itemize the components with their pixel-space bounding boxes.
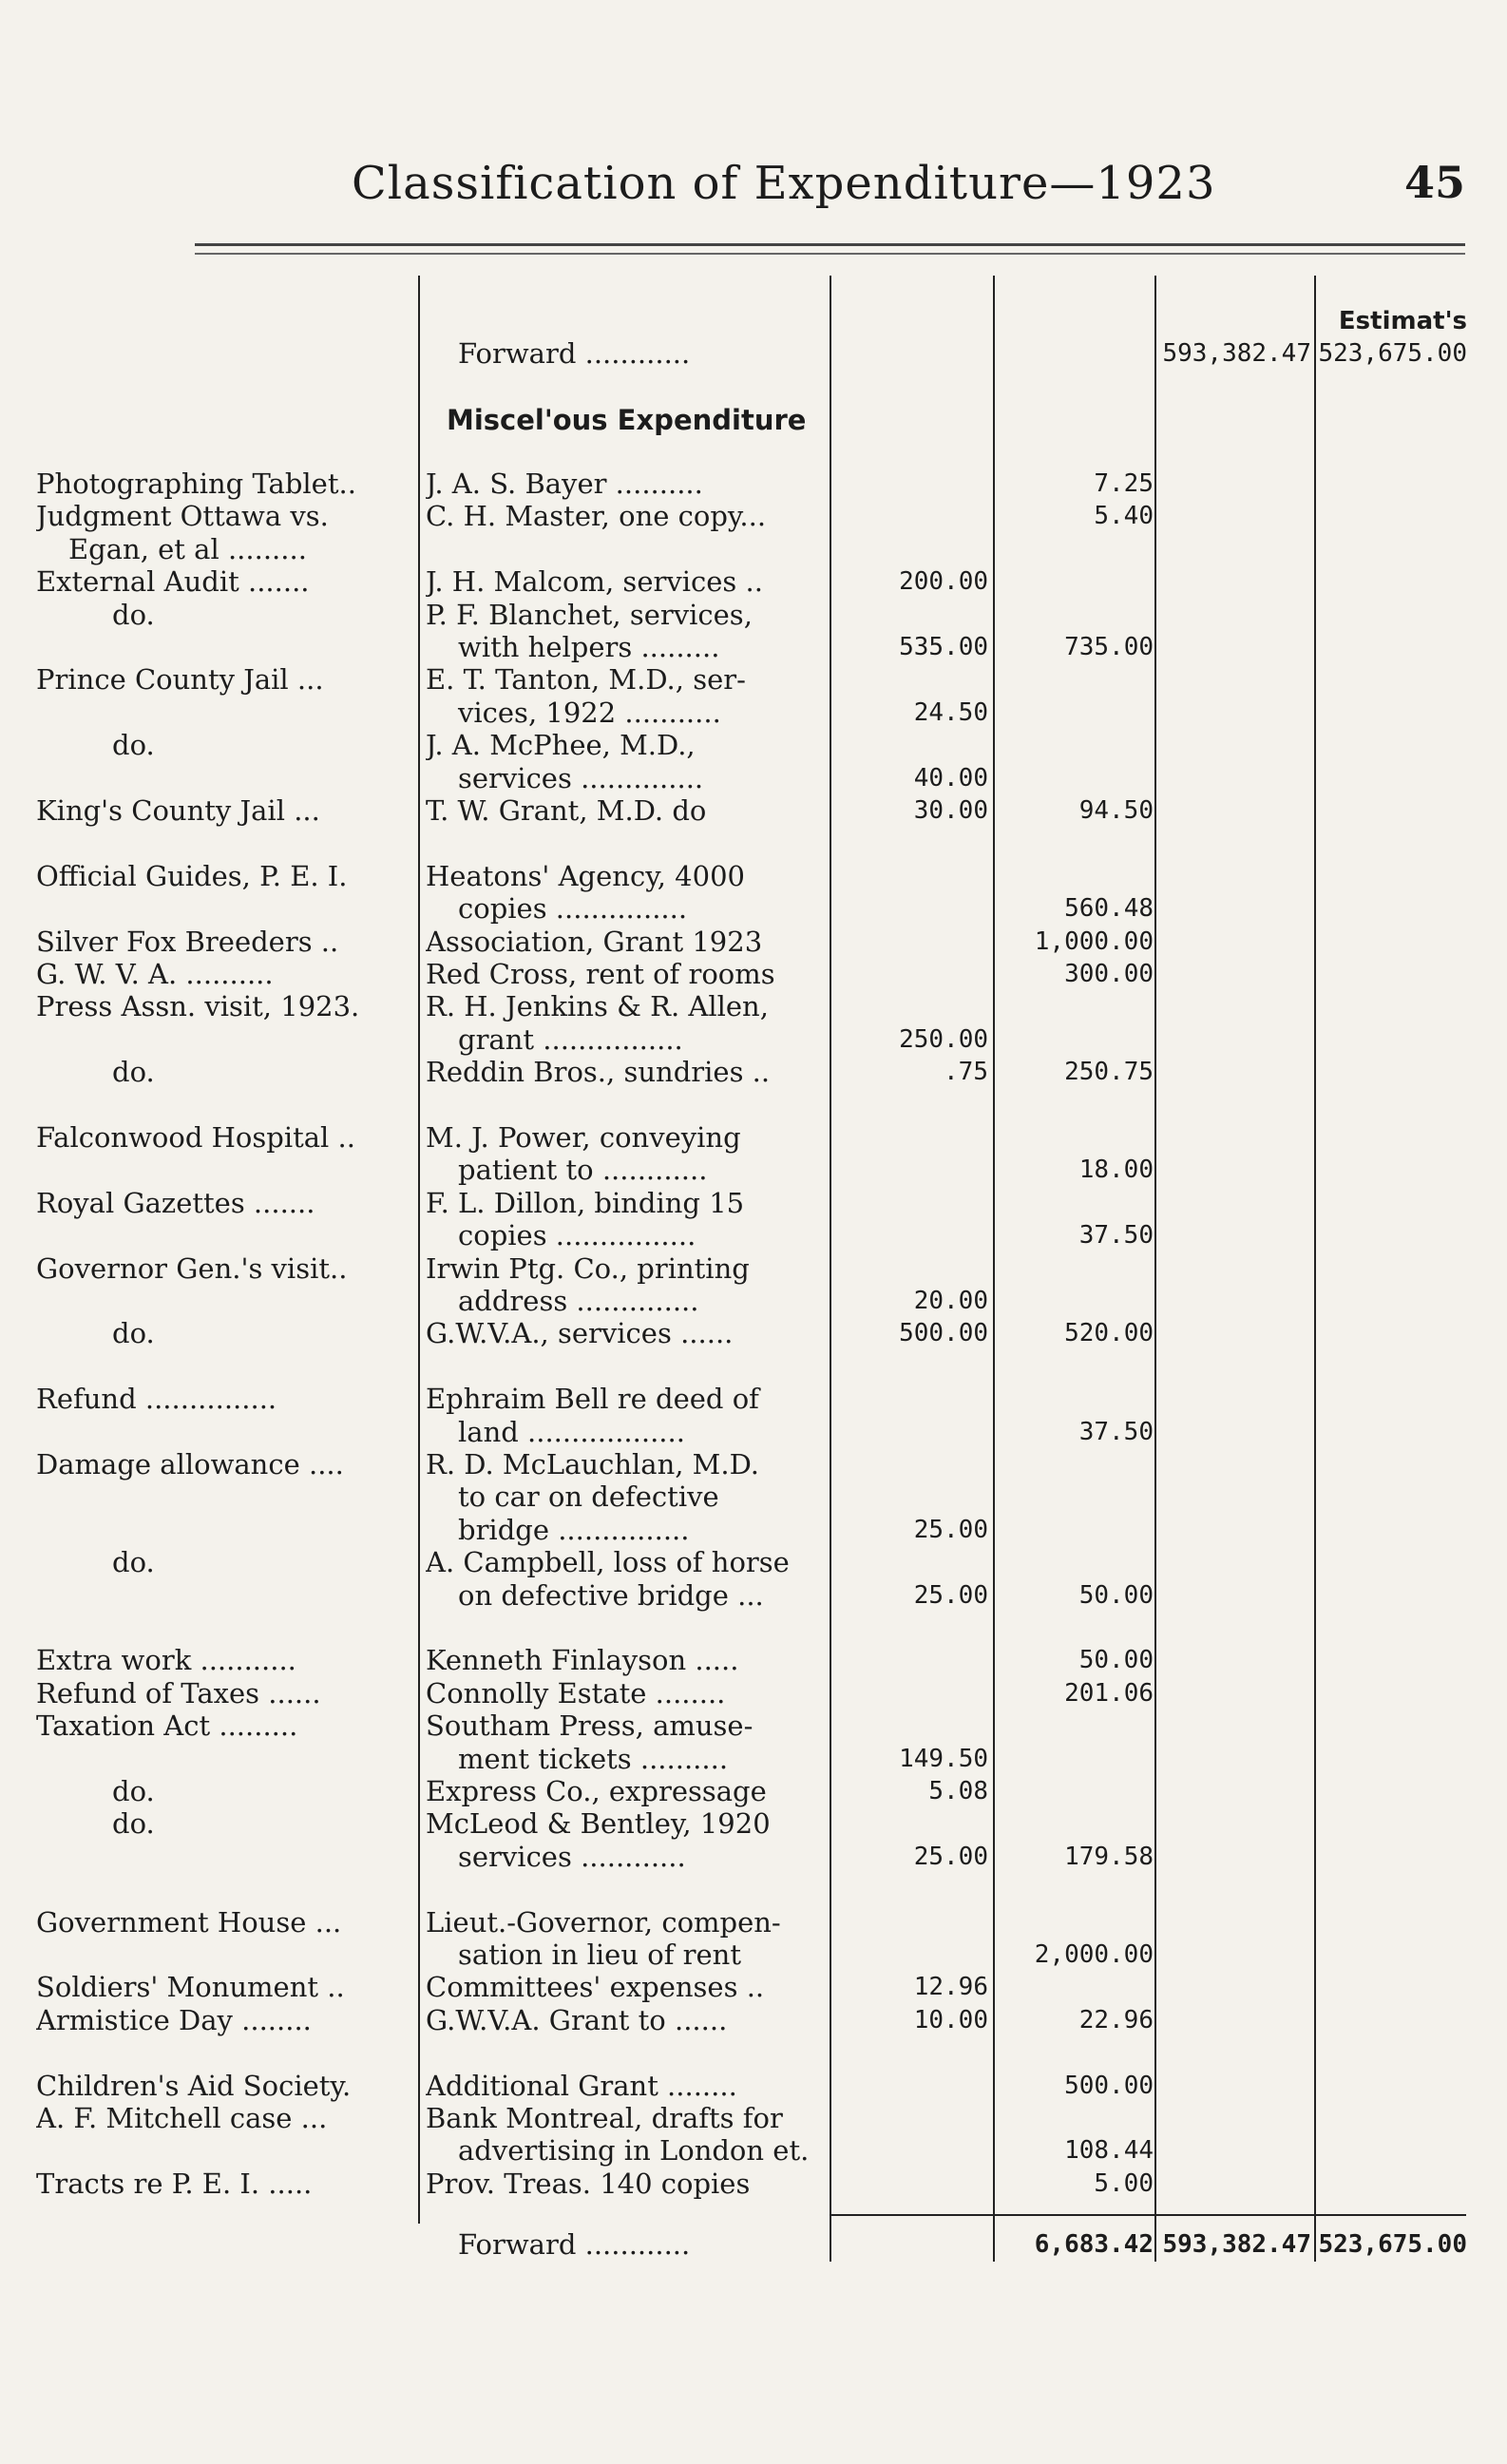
row-payee: services ..............: [458, 762, 704, 794]
table-row: [0, 1056, 1507, 1088]
row-payee: Ephraim Bell re deed of: [426, 1383, 759, 1415]
row-category: G. W. V. A. ..........: [36, 958, 274, 990]
row-amount: 40.00: [913, 764, 988, 793]
row-category: Soldiers' Monument ..: [36, 1971, 345, 2003]
row-payee: Lieut.-Governor, compen-: [426, 1906, 781, 1939]
table-row: [0, 1187, 1507, 1219]
row-payee: R. D. McLauchlan, M.D.: [426, 1448, 760, 1480]
row-payee: bridge ...............: [458, 1514, 690, 1546]
table-row: [0, 1317, 1507, 1349]
row-payee: address ..............: [458, 1285, 699, 1317]
forward-estimate: 523,675.00: [1318, 339, 1467, 368]
row-category: Judgment Ottawa vs.: [36, 500, 329, 532]
row-category: Taxation Act .........: [36, 1710, 298, 1742]
row-amount: 20.00: [913, 1287, 988, 1315]
table-row: [0, 1939, 1507, 1971]
table-row: [0, 892, 1507, 925]
row-payee: J. H. Malcom, services ..: [426, 565, 763, 598]
forward-top-row: [0, 337, 1507, 370]
table-row: [0, 729, 1507, 761]
row-category: Armistice Day ........: [36, 2004, 312, 2036]
table-row: [0, 1154, 1507, 1186]
row-payee: Prov. Treas. 140 copies: [426, 2168, 751, 2200]
row-payee: Connolly Estate ........: [426, 1677, 726, 1710]
row-amount: 149.50: [899, 1745, 988, 1773]
row-subtotal: 520.00: [1064, 1319, 1154, 1347]
row-amount: 250.00: [899, 1025, 988, 1054]
row-category: Tracts re P. E. I. .....: [36, 2168, 313, 2200]
table-row: [0, 2036, 1507, 2069]
table-row: [0, 1285, 1507, 1317]
row-payee: to car on defective: [458, 1480, 719, 1513]
row-payee: Association, Grant 1923: [426, 926, 763, 958]
table-row: [0, 1350, 1507, 1383]
table-row: [0, 1807, 1507, 1840]
table-row: [0, 1252, 1507, 1285]
row-payee: McLeod & Bentley, 1920: [426, 1807, 771, 1840]
row-category: do.: [112, 1317, 155, 1349]
row-category: do.: [112, 1546, 155, 1578]
table-row: [0, 2134, 1507, 2167]
table-row: [0, 1546, 1507, 1578]
row-category: A. F. Mitchell case ...: [36, 2102, 328, 2134]
table-row: [0, 1121, 1507, 1154]
row-payee: G.W.V.A. Grant to ......: [426, 2004, 728, 2036]
row-payee: Heatons' Agency, 4000: [426, 860, 745, 892]
row-category: King's County Jail ...: [36, 794, 320, 827]
row-payee: J. A. S. Bayer ..........: [426, 468, 703, 500]
row-subtotal: 179.58: [1064, 1843, 1154, 1871]
row-category: Governor Gen.'s visit..: [36, 1252, 348, 1285]
row-subtotal: 5.40: [1094, 502, 1154, 530]
table-row: [0, 1448, 1507, 1480]
row-subtotal: 300.00: [1064, 960, 1154, 988]
row-payee: A. Campbell, loss of horse: [426, 1546, 790, 1578]
row-category: External Audit .......: [36, 565, 310, 598]
row-payee: Additional Grant ........: [426, 2070, 737, 2102]
forward-bottom-total: 593,382.47: [1162, 2230, 1311, 2259]
row-payee: P. F. Blanchet, services,: [426, 599, 753, 631]
table-row: [0, 2004, 1507, 2036]
row-payee: C. H. Master, one copy...: [426, 500, 767, 532]
row-subtotal: 5.00: [1094, 2169, 1154, 2198]
row-payee: advertising in London et.: [458, 2134, 810, 2167]
table-row: [0, 827, 1507, 859]
row-amount: 5.08: [928, 1777, 988, 1805]
table-row: [0, 1743, 1507, 1775]
table-row: [0, 1644, 1507, 1676]
row-payee: land ..................: [458, 1416, 685, 1448]
forward-label: Forward ............: [458, 337, 691, 370]
row-payee: Irwin Ptg. Co., printing: [426, 1252, 750, 1285]
row-category: Royal Gazettes .......: [36, 1187, 315, 1219]
row-subtotal: 50.00: [1078, 1646, 1154, 1674]
row-payee: F. L. Dillon, binding 15: [426, 1187, 745, 1219]
table-row: [0, 631, 1507, 663]
table-row: [0, 599, 1507, 631]
row-category: Silver Fox Breeders ..: [36, 926, 339, 958]
table-row: [0, 990, 1507, 1022]
row-payee: Committees' expenses ..: [426, 1971, 765, 2003]
row-payee: vices, 1922 ...........: [458, 697, 721, 729]
row-amount: 25.00: [913, 1581, 988, 1610]
table-row: [0, 565, 1507, 598]
row-subtotal: 37.50: [1078, 1418, 1154, 1446]
row-category: Damage allowance ....: [36, 1448, 344, 1480]
page-title: Classification of Expenditure—1923: [352, 157, 1216, 210]
table-row: [0, 1383, 1507, 1415]
header-rule-secondary: [195, 253, 1465, 255]
table-row: [0, 762, 1507, 794]
table-row: [0, 958, 1507, 990]
row-payee: with helpers .........: [458, 631, 720, 663]
table-row: [0, 533, 1507, 565]
table-row: [0, 1480, 1507, 1513]
row-category: Children's Aid Society.: [36, 2070, 352, 2102]
row-category: do.: [112, 1807, 155, 1840]
table-row: [0, 1023, 1507, 1056]
row-payee: sation in lieu of rent: [458, 1939, 742, 1971]
row-category: Falconwood Hospital ..: [36, 1121, 355, 1154]
row-amount: 24.50: [913, 698, 988, 727]
row-amount: 12.96: [913, 1973, 988, 2001]
row-amount: 535.00: [899, 633, 988, 661]
table-row: [0, 2102, 1507, 2134]
row-payee: E. T. Tanton, M.D., ser-: [426, 663, 746, 696]
row-category: Photographing Tablet..: [36, 468, 356, 500]
row-subtotal: 735.00: [1064, 633, 1154, 661]
row-payee: Red Cross, rent of rooms: [426, 958, 775, 990]
page-number: 45: [1403, 157, 1465, 208]
row-category: Government House ...: [36, 1906, 342, 1939]
forward-total: 593,382.47: [1162, 339, 1311, 368]
table-row: [0, 1971, 1507, 2003]
row-category: Refund ...............: [36, 1383, 277, 1415]
page-header: [0, 157, 1507, 223]
table-row: [0, 794, 1507, 827]
table-row: [0, 2070, 1507, 2102]
row-payee: T. W. Grant, M.D. do: [426, 794, 707, 827]
table-row: [0, 1219, 1507, 1251]
row-subtotal: 18.00: [1078, 1156, 1154, 1184]
table-row: [0, 1089, 1507, 1121]
row-subtotal: 94.50: [1078, 796, 1154, 825]
row-subtotal: 201.06: [1064, 1679, 1154, 1708]
table-row: [0, 1612, 1507, 1644]
table-row: [0, 1775, 1507, 1807]
table-row: [0, 468, 1507, 500]
table-row: [0, 926, 1507, 958]
row-category: Official Guides, P. E. I.: [36, 860, 348, 892]
section-title: Miscel'ous Expenditure: [447, 404, 807, 436]
row-category: do.: [112, 599, 155, 631]
estimates-column-header: Estimat's: [1338, 307, 1467, 335]
row-payee: Kenneth Finlayson .....: [426, 1644, 739, 1676]
table-row: [0, 663, 1507, 696]
row-payee: patient to ............: [458, 1154, 708, 1186]
row-category: Refund of Taxes ......: [36, 1677, 321, 1710]
row-subtotal: 108.44: [1064, 2136, 1154, 2165]
row-payee: Reddin Bros., sundries ..: [426, 1056, 771, 1088]
row-payee: copies ...............: [458, 892, 688, 925]
row-payee: ment tickets ..........: [458, 1743, 729, 1775]
row-amount: 25.00: [913, 1843, 988, 1871]
table-row: [0, 2168, 1507, 2200]
forward-bottom-row: [0, 2228, 1507, 2261]
row-category: Extra work ...........: [36, 1644, 296, 1676]
row-subtotal: 500.00: [1064, 2072, 1154, 2100]
row-amount: 25.00: [913, 1516, 988, 1544]
table-row: [0, 1841, 1507, 1873]
row-payee: copies ................: [458, 1219, 696, 1251]
row-category: do.: [112, 1056, 155, 1088]
row-category: Prince County Jail ...: [36, 663, 324, 696]
table-row: [0, 697, 1507, 729]
row-category: Press Assn. visit, 1923.: [36, 990, 360, 1022]
table-row: [0, 500, 1507, 532]
table-row: [0, 1514, 1507, 1546]
row-payee: J. A. McPhee, M.D.,: [426, 729, 696, 761]
row-amount: 200.00: [899, 567, 988, 596]
row-amount: 10.00: [913, 2006, 988, 2034]
row-amount: .75: [944, 1058, 988, 1086]
table-row: [0, 1677, 1507, 1710]
row-category: do.: [112, 1775, 155, 1807]
table-row: [0, 1579, 1507, 1612]
header-rule: [195, 243, 1465, 246]
row-subtotal: 37.50: [1078, 1221, 1154, 1250]
row-payee: Express Co., expressage: [426, 1775, 767, 1807]
row-amount: 500.00: [899, 1319, 988, 1347]
forward-bottom-estimate: 523,675.00: [1318, 2230, 1467, 2259]
row-category: do.: [112, 729, 155, 761]
row-payee: services ............: [458, 1841, 686, 1873]
row-subtotal: 22.96: [1078, 2006, 1154, 2034]
table-row: [0, 1416, 1507, 1448]
row-payee: Southam Press, amuse-: [426, 1710, 754, 1742]
forward-rule: [830, 2214, 1466, 2216]
table-row: [0, 1873, 1507, 1905]
forward-bottom-label: Forward ............: [458, 2228, 691, 2261]
row-payee: M. J. Power, conveying: [426, 1121, 741, 1154]
row-payee: R. H. Jenkins & R. Allen,: [426, 990, 769, 1022]
row-subtotal: 50.00: [1078, 1581, 1154, 1610]
row-payee: Bank Montreal, drafts for: [426, 2102, 783, 2134]
table-row: [0, 860, 1507, 892]
row-subtotal: 7.25: [1094, 469, 1154, 498]
row-category: Egan, et al .........: [68, 533, 307, 565]
row-payee: G.W.V.A., services ......: [426, 1317, 734, 1349]
forward-bottom-subtotal: 6,683.42: [1034, 2230, 1154, 2259]
row-subtotal: 1,000.00: [1034, 927, 1154, 956]
table-row: [0, 1710, 1507, 1742]
row-payee: on defective bridge ...: [458, 1579, 764, 1612]
row-subtotal: 250.75: [1064, 1058, 1154, 1086]
table-row: [0, 1906, 1507, 1939]
row-subtotal: 2,000.00: [1034, 1940, 1154, 1969]
row-subtotal: 560.48: [1064, 894, 1154, 923]
row-amount: 30.00: [913, 796, 988, 825]
row-payee: grant ................: [458, 1023, 683, 1056]
